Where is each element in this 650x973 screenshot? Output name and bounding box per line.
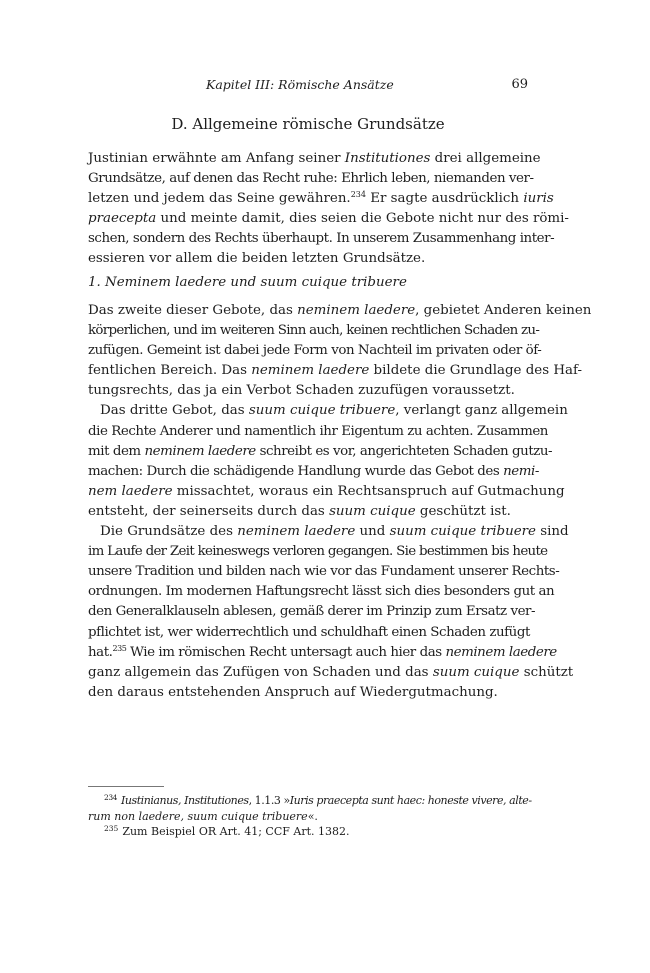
text-line: Grundsätze, auf denen das Recht ruhe: Ehrlich leben, niemanden ver- xyxy=(88,171,534,187)
footnotes xyxy=(88,793,532,840)
text-line: essieren vor allem die beiden letzten Grundsätze. xyxy=(88,251,426,267)
running-head-title: Kapitel III: Römische Ansätze xyxy=(206,77,394,92)
footnote-ref-235: 235 xyxy=(112,643,127,653)
text-line: die Rechte Anderer und namentlich ihr Eigentum zu achten. Zusammen xyxy=(88,423,548,439)
text-line: letzen und jedem das Seine gewähren.$^{234}$ Er sagte ausdrücklich iuris xyxy=(88,190,554,207)
footnote-235: $^{235}$ Zum Beispiel OR Art. 41; CCF Art. 1382. xyxy=(104,824,350,839)
text-line: körperlichen, und im weiteren Sinn auch, keinen rechtlichen Schaden zu- xyxy=(88,323,540,339)
text-line: unsere Tradition und bilden nach wie vor das Fundament unserer Rechts- xyxy=(88,564,560,580)
text-line: tungsrechts, das ja ein Verbot Schaden zuzufügen voraussetzt. xyxy=(88,383,515,399)
text-line: ordnungen. Im modernen Haftungsrecht lässt sich dies besonders gut an xyxy=(88,584,555,600)
text-line: praecepta und meinte damit, dies seien die Gebote nicht nur des römi- xyxy=(88,211,569,227)
main-text xyxy=(88,301,592,703)
footnote-rule xyxy=(88,786,164,787)
footnote-234-cont: rum non laedere, suum cuique tribuere«. xyxy=(88,809,318,823)
page-number: 69 xyxy=(511,77,528,92)
text-line: fentlichen Bereich. Das neminem laedere bildete die Grundlage des Haf- xyxy=(88,363,583,379)
section-heading: D. Allgemeine römische Grundsätze xyxy=(171,115,445,133)
text-line: Das dritte Gebot, das suum cuique tribuere, verlangt ganz allgemein xyxy=(100,403,568,419)
text-line: Das zweite dieser Gebote, das neminem laedere, gebietet Anderen keinen xyxy=(88,303,592,318)
text-line: den Generalklauseln ablesen, gemäß derer im Prinzip zum Ersatz ver- xyxy=(88,604,536,620)
text-line: hat.$^{235}$ Wie im römischen Recht untersagt auch hier das neminem laedere xyxy=(88,643,557,660)
text-line: schen, sondern des Rechts überhaupt. In unserem Zusammenhang inter- xyxy=(88,231,555,247)
text-line: zufügen. Gemeint ist dabei jede Form von Nachteil im privaten oder öf- xyxy=(88,343,542,359)
text-line: entsteht, der seinerseits durch das suum cuique geschützt ist. xyxy=(88,503,511,519)
footnote-ref-234: 234 xyxy=(350,190,366,200)
text-line: Justinian erwähnte am Anfang seiner Institutiones drei allgemeine xyxy=(88,151,541,166)
text-line: mit dem neminem laedere schreibt es vor, angerichteten Schaden gutzu- xyxy=(88,443,553,459)
intro-paragraph xyxy=(88,149,569,270)
text-line: ganz allgemein das Zufügen von Schaden und das suum cuique schützt xyxy=(88,664,574,680)
subsection-heading: 1. Neminem laedere und suum cuique tribuere xyxy=(88,275,407,290)
text-line: Die Grundsätze des neminem laedere und suum cuique tribuere sind xyxy=(100,524,569,540)
text-line: den daraus entstehenden Anspruch auf Wiedergutmachung. xyxy=(88,684,498,700)
text-line: machen: Durch die schädigende Handlung wurde das Gebot des nemi- xyxy=(88,463,539,479)
text-line: pflichtet ist, wer widerrechtlich und schuldhaft einen Schaden zufügt xyxy=(88,624,530,640)
text-line: im Laufe der Zeit keineswegs verloren gegangen. Sie bestimmen bis heute xyxy=(88,544,548,560)
footnote-234: $^{234}$ Iustinianus, Institutiones, 1.1.3 »Iuris praecepta sunt haec: honeste vivere, alte- xyxy=(104,793,532,807)
text-line: nem laedere missachtet, woraus ein Rechtsanspruch auf Gutmachung xyxy=(88,483,565,499)
